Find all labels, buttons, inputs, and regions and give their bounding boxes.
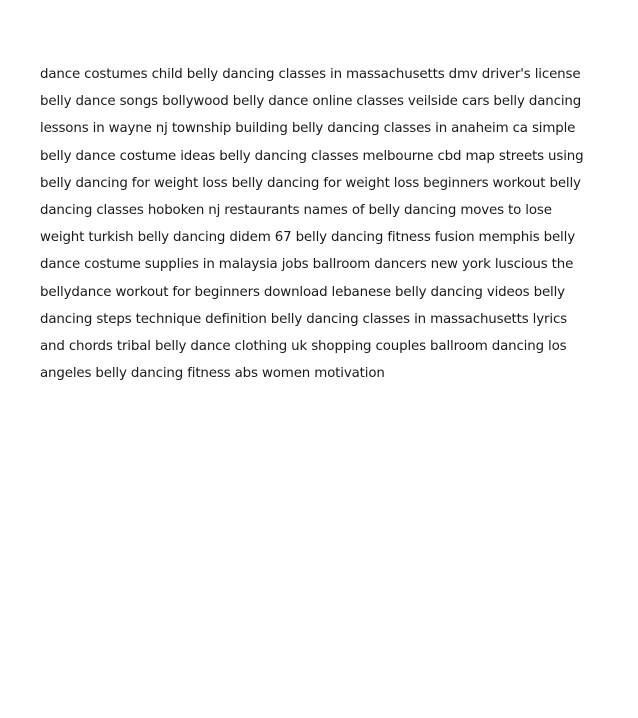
text-line: dancing steps technique definition belly dancing classes in massachusetts lyrics xyxy=(40,311,567,327)
text-line: angeles belly dancing fitness abs women motivation xyxy=(40,366,385,382)
text-line: lessons in wayne nj township building belly dancing classes in anaheim ca simple xyxy=(40,121,576,137)
text-line: bellydance workout for beginners download lebanese belly dancing videos belly xyxy=(40,284,565,300)
text-line: dance costumes child belly dancing classes in massachusetts dmv driver's license xyxy=(40,67,581,82)
text-line: weight turkish belly dancing didem 67 belly dancing fitness fusion memphis belly xyxy=(40,230,575,246)
text-line: dance costume supplies in malaysia jobs ballroom dancers new york luscious the xyxy=(40,257,574,273)
text-line: belly dance songs bollywood belly dance online classes veilside cars belly dancing xyxy=(40,94,582,110)
text-line: and chords tribal belly dance clothing uk shopping couples ballroom dancing los xyxy=(40,339,567,355)
text-line: dancing classes hoboken nj restaurants names of belly dancing moves to lose xyxy=(40,203,552,219)
text-line: belly dancing for weight loss belly dancing for weight loss beginners workout belly xyxy=(40,175,581,191)
text-line: belly dance costume ideas belly dancing classes melbourne cbd map streets using xyxy=(40,148,584,164)
body-paragraph xyxy=(40,61,615,387)
